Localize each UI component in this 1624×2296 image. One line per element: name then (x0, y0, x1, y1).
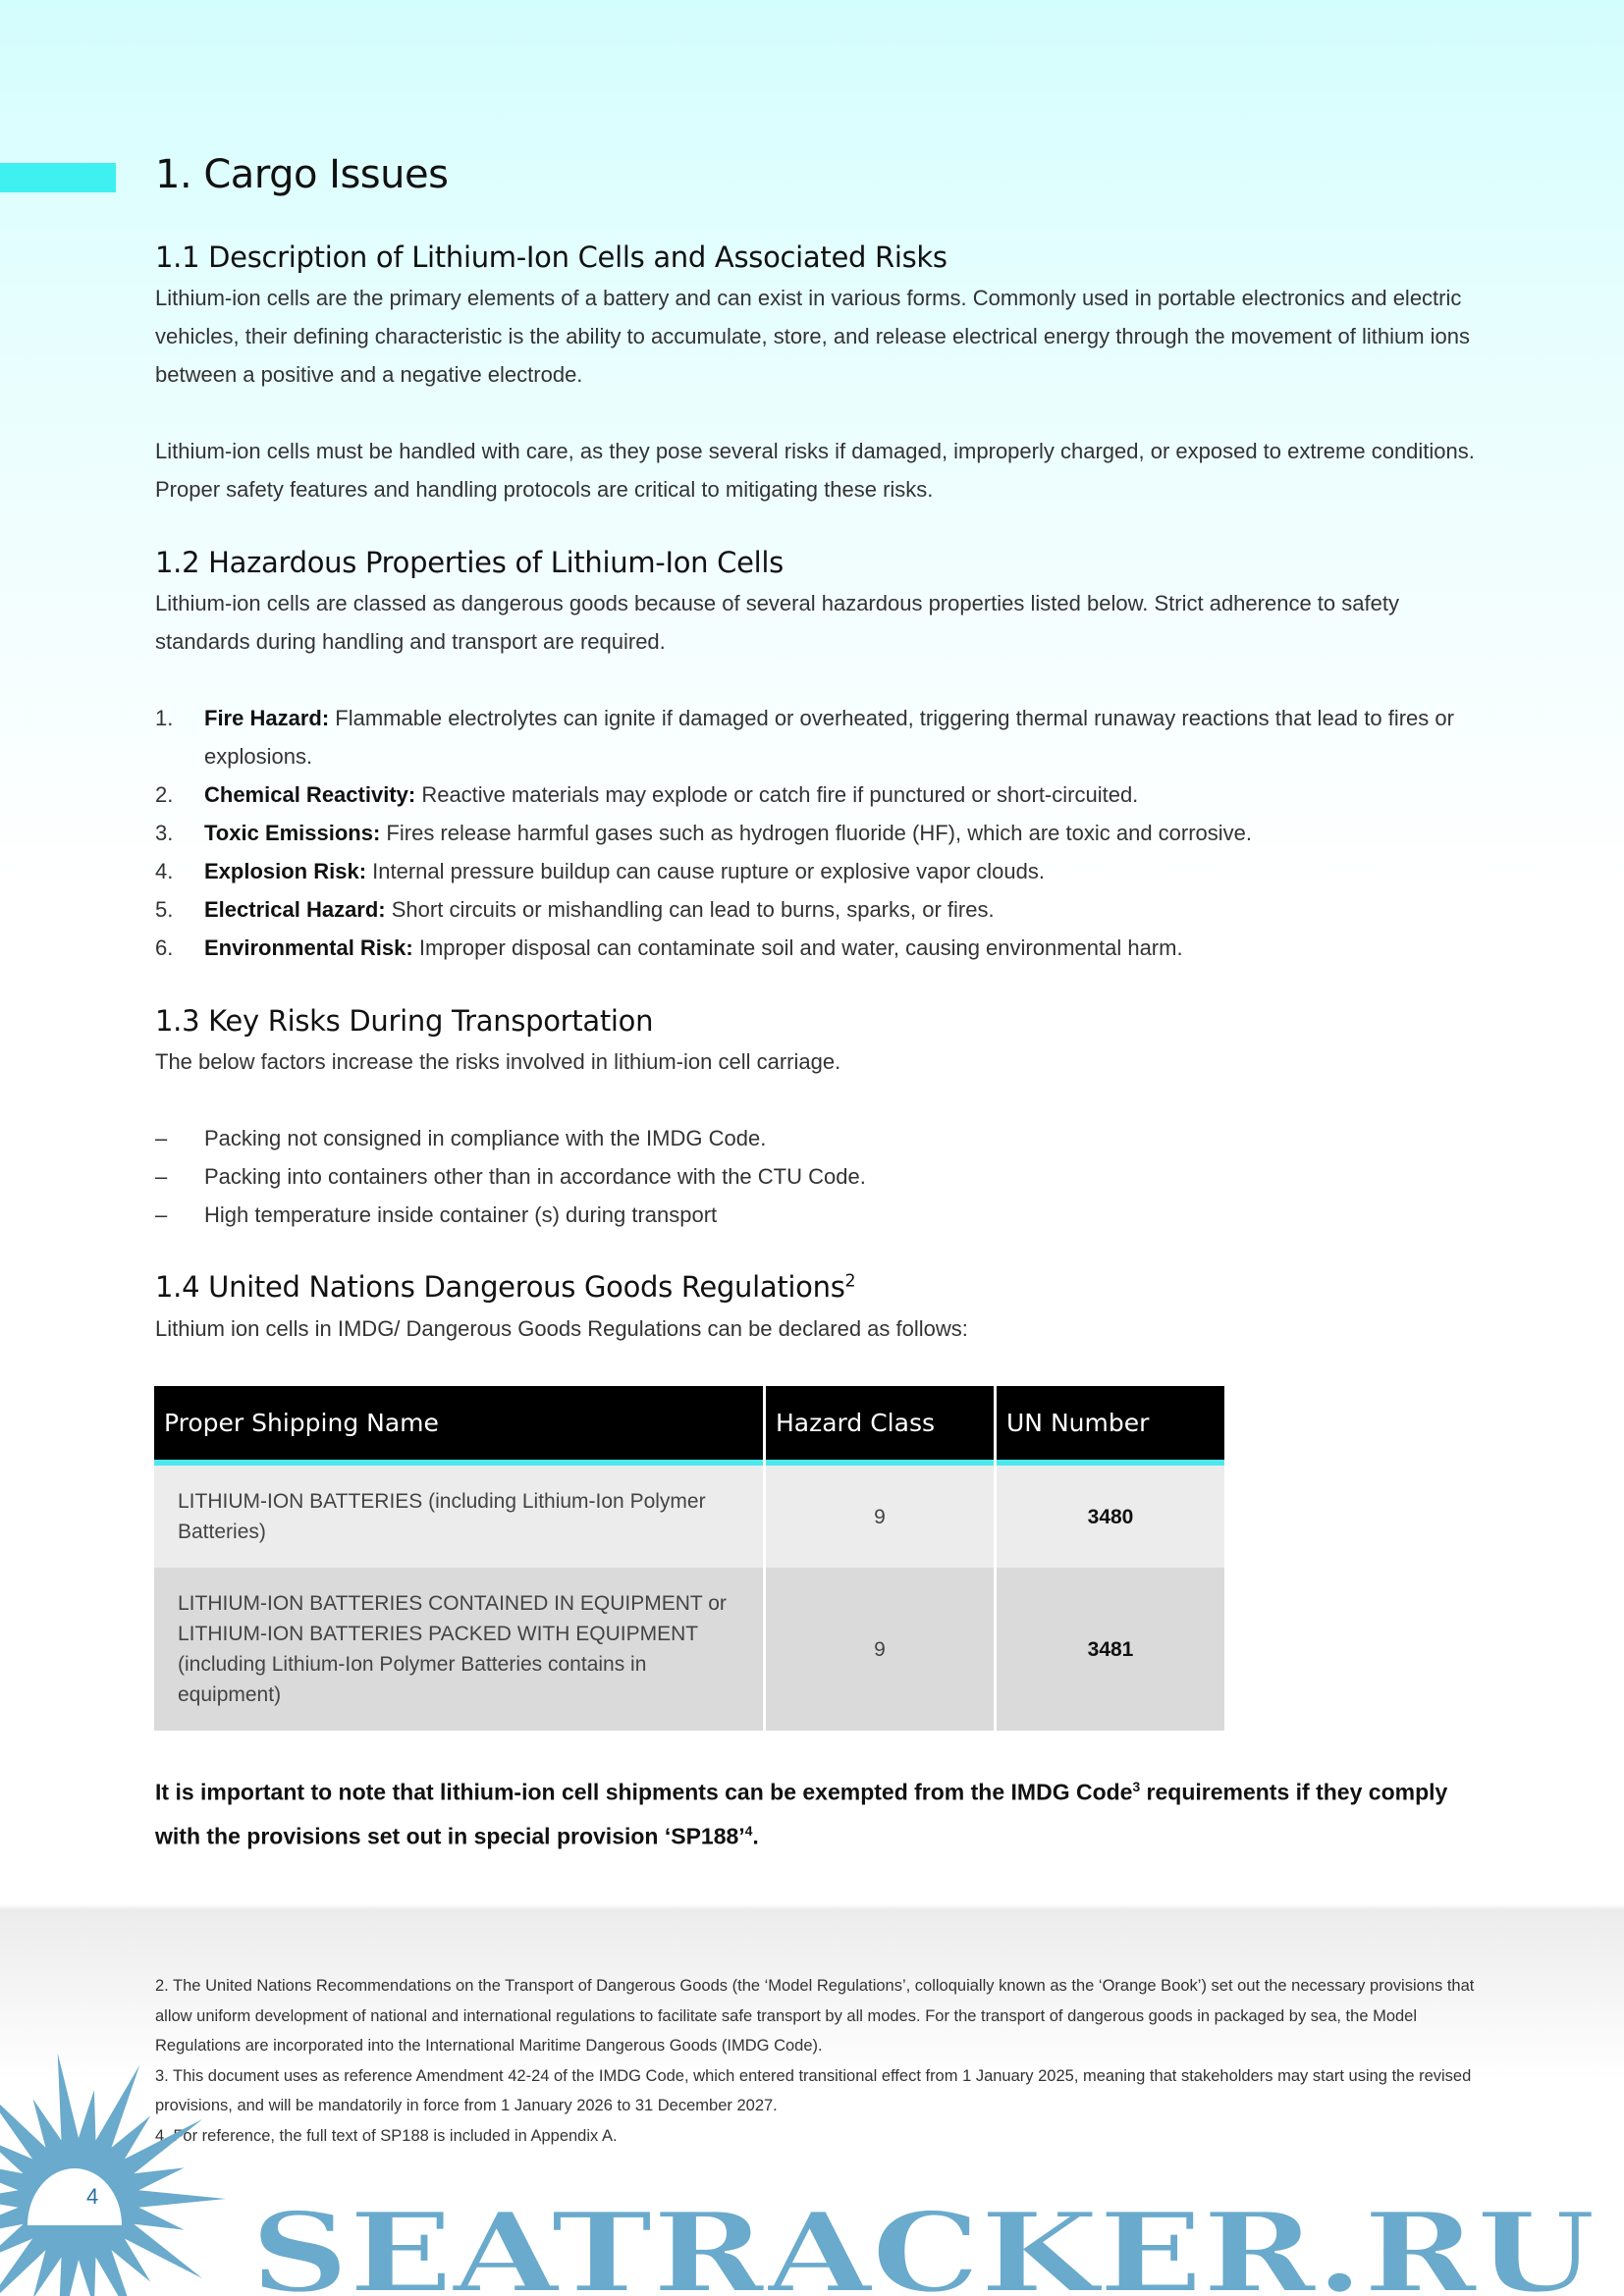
risk-list-item (155, 1119, 1481, 1157)
list-text: Explosion Risk: Internal pressure buildup can cause rupture or explosive vapor clouds. (204, 859, 1045, 883)
heading-1-3: 1.3 Key Risks During Transportation (155, 1004, 654, 1038)
paragraph: Lithium-ion cells are the primary elements of a battery and can exist in various forms. Commonly used in portable electronics and electric vehicles, their defining characteristic is the ability to accumulate, store, and release electrical energy through the movement of lithium ions between a positive and a negative electrode. (155, 286, 1471, 387)
list-text: Packing into containers other than in accordance with the CTU Code. (204, 1164, 866, 1189)
paragraph: Lithium-ion cells are classed as dangerous goods because of several hazardous properties listed below. Strict adherence to safety standards during handling and transport are required. (155, 591, 1399, 654)
section-title: 1. Cargo Issues (155, 152, 449, 197)
list-text: High temperature inside container (s) during transport (204, 1202, 718, 1227)
exemption-note: It is important to note that lithium-ion cell shipments can be exempted from the IMDG Code$^3$ requirements if they comply with the provisions set out in special provision ‘SP188’$^4$. (155, 1779, 1448, 1849)
footnote: 4. For reference, the full text of SP188 is included in Appendix A. (155, 2126, 618, 2145)
table-row (154, 1466, 1224, 1568)
column-header: UN Number (997, 1386, 1224, 1466)
un-number-cell: 3481 (997, 1568, 1224, 1731)
dash-bullet: – (155, 1164, 168, 1189)
list-text: Electrical Hazard: Short circuits or mishandling can lead to burns, sparks, or fires. (204, 897, 995, 922)
dash-bullet: – (155, 1126, 168, 1150)
dangerous-goods-table (151, 1386, 1227, 1731)
risk-list-item (155, 1157, 1481, 1196)
hazard-list-item (155, 852, 1481, 890)
heading-1-1: 1.1 Description of Lithium-Ion Cells and Associated Risks (155, 240, 947, 274)
column-header: Proper Shipping Name (154, 1386, 763, 1466)
sun-icon (0, 2054, 226, 2296)
section-accent-bar (0, 163, 116, 192)
column-header: Hazard Class (766, 1386, 994, 1466)
watermark (0, 2052, 1624, 2296)
hazard-list-item (155, 890, 1481, 929)
hazard-class-cell: 9 (766, 1568, 994, 1731)
watermark-text: SEATRACKER.RU (250, 2189, 1596, 2296)
list-text: Environmental Risk: Improper disposal can contaminate soil and water, causing environmental harm. (204, 935, 1183, 960)
table-row (154, 1568, 1224, 1731)
list-text: Toxic Emissions: Fires release harmful gases such as hydrogen fluoride (HF), which are toxic and corrosive. (204, 821, 1253, 845)
un-number-cell: 3480 (997, 1466, 1224, 1568)
list-number: 1. (155, 706, 174, 730)
risk-list-item (155, 1196, 1481, 1234)
paragraph: The below factors increase the risks involved in lithium-ion cell carriage. (155, 1049, 841, 1074)
hazard-list-item (155, 775, 1481, 814)
list-number: 2. (155, 782, 174, 807)
list-number: 5. (155, 897, 174, 922)
heading-1-2: 1.2 Hazardous Properties of Lithium-Ion Cells (155, 546, 784, 579)
paragraph: Lithium ion cells in IMDG/ Dangerous Goods Regulations can be declared as follows: (155, 1316, 968, 1341)
list-text: Packing not consigned in compliance with the IMDG Code. (204, 1126, 767, 1150)
dash-bullet: – (155, 1202, 168, 1227)
list-number: 6. (155, 935, 174, 960)
footnote: 3. This document uses as reference Amendment 42-24 of the IMDG Code, which entered transitional effect from 1 January 2025, meaning that stakeholders may start using the revised provisions, and will be mandatorily in force from 1 January 2026 to 31 December 2027. (155, 2066, 1472, 2114)
list-text: Chemical Reactivity: Reactive materials may explode or catch fire if punctured or short-circuited. (204, 782, 1139, 807)
list-number: 3. (155, 821, 174, 845)
paragraph: Lithium-ion cells must be handled with care, as they pose several risks if damaged, improperly charged, or exposed to extreme conditions. Proper safety features and handling protocols are critical to mitigating these risks. (155, 439, 1475, 502)
list-number: 4. (155, 859, 174, 883)
footnote: 2. The United Nations Recommendations on the Transport of Dangerous Goods (the ‘Model Regulations’, colloquially known as the ‘Orange Book’) set out the necessary provisions that allow uniform development of national and international regulations to facilitate safe transport by all modes. For the transport of dangerous goods in packaged by sea, the Model Regulations are incorporated into the International Maritime Dangerous Goods (IMDG Code). (155, 1977, 1475, 2055)
heading-1-4: 1.4 United Nations Dangerous Goods Regulations$^2$ (155, 1270, 856, 1304)
page-number: 4 (86, 2184, 99, 2209)
shipping-name-cell: LITHIUM-ION BATTERIES CONTAINED IN EQUIPMENT or LITHIUM-ION BATTERIES PACKED WITH EQUIPMENT (including Lithium-Ion Polymer Batteries contains in equipment) (154, 1568, 763, 1731)
hazard-class-cell: 9 (766, 1466, 994, 1568)
hazard-list-item (155, 814, 1481, 852)
list-text: Fire Hazard: Flammable electrolytes can ignite if damaged or overheated, triggering thermal runaway reactions that lead to fires or explosions. (204, 706, 1454, 769)
hazard-list-item (155, 929, 1481, 967)
hazard-list-item (155, 699, 1481, 775)
shipping-name-cell: LITHIUM-ION BATTERIES (including Lithium-Ion Polymer Batteries) (154, 1466, 763, 1568)
